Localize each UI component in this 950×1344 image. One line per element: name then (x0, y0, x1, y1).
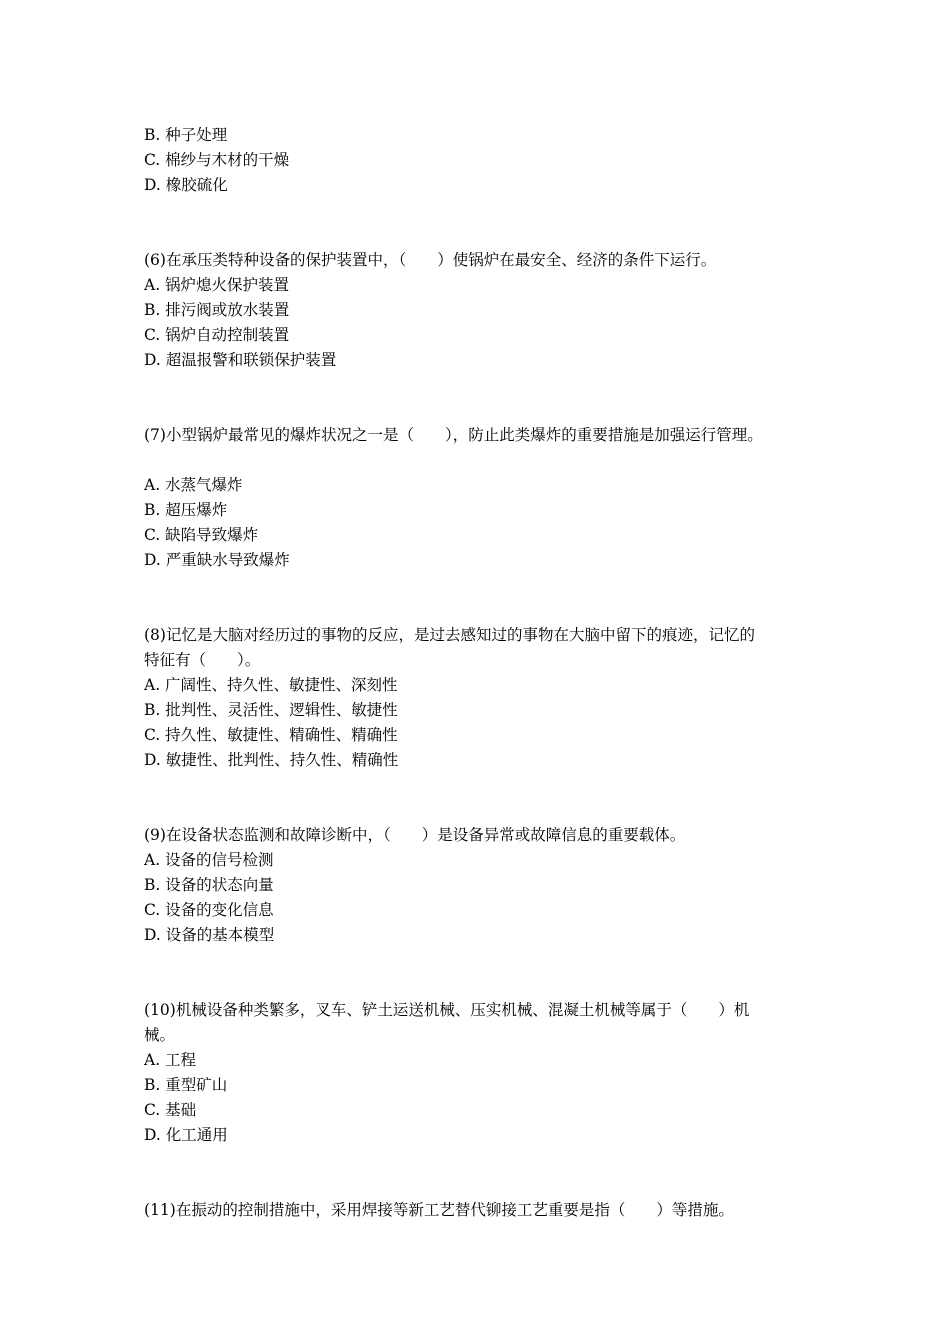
question-stem: (11)在振动的控制措施中，采用焊接等新工艺替代铆接工艺重要是指（ ）等措施。 (144, 1201, 734, 1219)
option-b: B. 排污阀或放水装置 (144, 301, 290, 319)
option-d: D. 化工通用 (144, 1126, 228, 1144)
question-stem: (9)在设备状态监测和故障诊断中，（ ）是设备异常或故障信息的重要载体。 (144, 826, 686, 844)
question-stem-line-2: 特征有（ ）。 (144, 651, 261, 669)
option-d: D. 敏捷性、批判性、持久性、精确性 (144, 751, 399, 769)
option-c: C. 锅炉自动控制装置 (144, 326, 290, 344)
question-11 (144, 1198, 824, 1223)
option-a: A. 水蒸气爆炸 (144, 476, 243, 494)
option-b: B. 超压爆炸 (144, 501, 228, 519)
question-8 (144, 623, 824, 773)
question-stem-line-1: (10)机械设备种类繁多，叉车、铲土运送机械、压实机械、混凝土机械等属于（ ）机 (144, 1001, 750, 1019)
question-6 (144, 248, 824, 373)
question-stem-line-1: (8)记忆是大脑对经历过的事物的反应，是过去感知过的事物在大脑中留下的痕迹，记忆的 (144, 626, 755, 644)
question-7 (144, 423, 824, 573)
option-d: D. 超温报警和联锁保护装置 (144, 351, 337, 369)
option-c: C. 基础 (144, 1101, 197, 1119)
previous-question-options (144, 123, 824, 198)
option-a: A. 工程 (144, 1051, 197, 1069)
question-10 (144, 998, 824, 1148)
question-stem: (6)在承压类特种设备的保护装置中，（ ）使锅炉在最安全、经济的条件下运行。 (144, 251, 717, 269)
option-d: D. 设备的基本模型 (144, 926, 275, 944)
option-c: C. 持久性、敏捷性、精确性、精确性 (144, 726, 398, 744)
option-b: B. 批判性、灵活性、逻辑性、敏捷性 (144, 701, 398, 719)
document-page (144, 123, 824, 1223)
question-stem-line-2: 械。 (144, 1026, 176, 1044)
option-c: C. 缺陷导致爆炸 (144, 526, 259, 544)
option-b: B. 设备的状态向量 (144, 876, 274, 894)
option-a: A. 锅炉熄火保护装置 (144, 276, 290, 294)
option-b: B. 重型矿山 (144, 1076, 228, 1094)
option-c: C. 棉纱与木材的干燥 (144, 151, 290, 169)
option-b: B. 种子处理 (144, 126, 228, 144)
option-d: D. 严重缺水导致爆炸 (144, 551, 290, 569)
option-a: A. 设备的信号检测 (144, 851, 274, 869)
option-d: D. 橡胶硫化 (144, 176, 228, 194)
question-stem: (7)小型锅炉最常见的爆炸状况之一是（ ），防止此类爆炸的重要措施是加强运行管理。 (144, 426, 763, 444)
option-c: C. 设备的变化信息 (144, 901, 274, 919)
option-a: A. 广阔性、持久性、敏捷性、深刻性 (144, 676, 398, 694)
question-9 (144, 823, 824, 948)
